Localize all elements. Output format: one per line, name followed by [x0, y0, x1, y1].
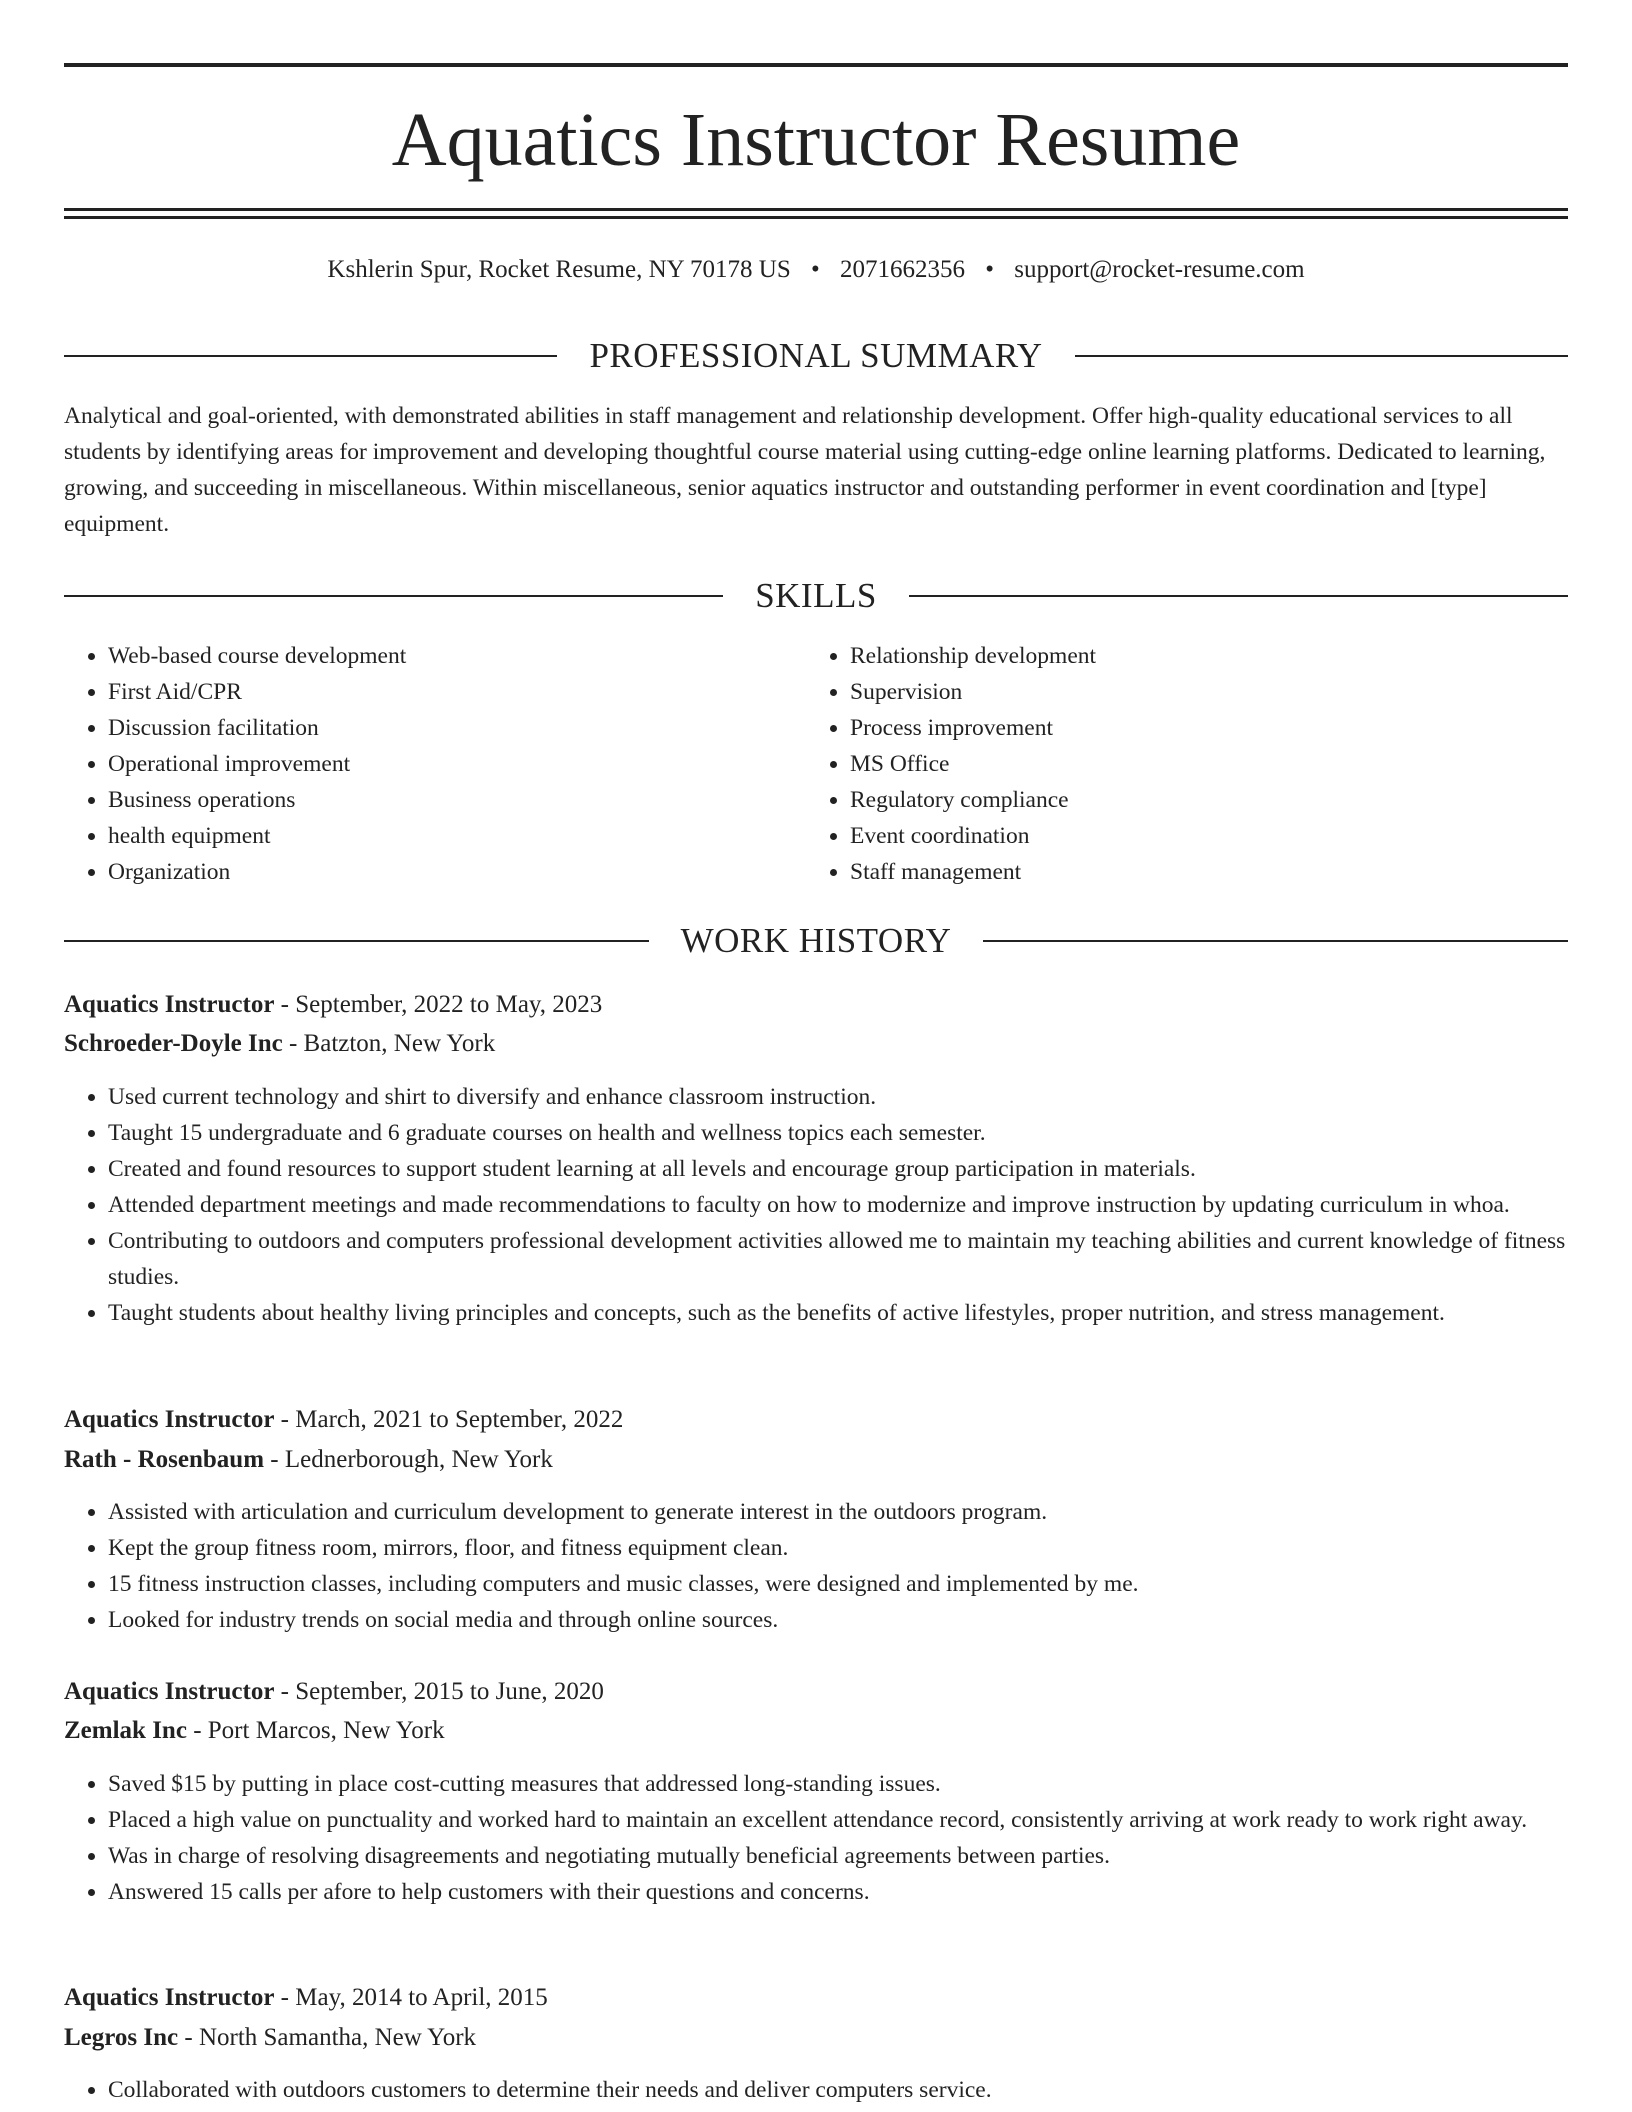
heading-rule-right — [909, 595, 1568, 597]
skills-list-left — [64, 638, 764, 890]
skills-column-left — [64, 638, 764, 890]
list-item: • Contributing to outdoors and computers professional development activities allowed me to maintain my teaching abilities and current knowledge of fitness studies. — [108, 1223, 1568, 1295]
job-company-line — [64, 1711, 1568, 1751]
job-title: Aquatics Instructor — [64, 1406, 275, 1433]
list-item: • Event coordination — [850, 818, 1506, 854]
list-item: • Saved $15 by putting in place cost-cutting measures that addressed long-standing issues. — [108, 1766, 1568, 1802]
job-bullets-0 — [64, 1079, 1568, 1331]
top-rule — [64, 63, 1568, 67]
list-item: • Relationship development — [850, 638, 1506, 674]
job-company: Legros Inc — [64, 2024, 179, 2051]
job-company: Zemlak Inc — [64, 1717, 187, 1744]
list-item: • Attended department meetings and made recommendations to faculty on how to modernize and improve instruction by updating curriculum in whoa. — [108, 1187, 1568, 1223]
heading-rule-right — [983, 940, 1568, 942]
list-item: • Business operations — [108, 782, 764, 818]
list-item: • Kept the group fitness room, mirrors, floor, and fitness equipment clean. — [108, 1530, 1568, 1566]
job-company-line — [64, 1024, 1568, 1064]
heading-rule-right — [1075, 355, 1568, 357]
list-item: • Process improvement — [850, 710, 1506, 746]
job-company: Schroeder-Doyle Inc — [64, 1030, 283, 1057]
job-company: Rath - Rosenbaum — [64, 1446, 265, 1473]
heading-rule-left — [64, 940, 649, 942]
job-bullets-1 — [64, 1494, 1568, 1638]
summary-text: Analytical and goal-oriented, with demonstrated abilities in staff management and relationship development. Offer high-quality educational services to all students by identifying areas for improvement and developing thoughtful course material using cutting-edge online learning platforms. Dedicated to learning, growing, and succeeding in miscellaneous. Within miscellaneous, senior aquatics instructor and outstanding performer in event coordination and [type] equipment. — [64, 403, 1546, 537]
job-dates: - March, 2021 to September, 2022 — [280, 1406, 624, 1433]
job-bullets-3 — [64, 2072, 1568, 2108]
contact-separator: • — [985, 256, 995, 283]
summary-heading-label: PROFESSIONAL SUMMARY — [589, 336, 1043, 375]
list-item: • Web-based course development — [108, 638, 764, 674]
list-item: • Regulatory compliance — [850, 782, 1506, 818]
job-bullet-list — [64, 1494, 1568, 1638]
contact-line — [64, 252, 1568, 288]
resume-title: Aquatics Instructor Resume — [391, 98, 1241, 182]
list-item: • First Aid/CPR — [108, 674, 764, 710]
job-dates: - May, 2014 to April, 2015 — [280, 1984, 548, 2011]
list-item: • Collaborated with outdoors customers to determine their needs and deliver computers service. — [108, 2072, 1568, 2108]
work-heading — [64, 919, 1568, 963]
job-title-line — [64, 1400, 1568, 1440]
list-item: • Taught 15 undergraduate and 6 graduate courses on health and wellness topics each semester. — [108, 1115, 1568, 1151]
job-title-line — [64, 1672, 1568, 1712]
skills-list-right — [806, 638, 1506, 890]
list-item: • Looked for industry trends on social media and through online sources. — [108, 1602, 1568, 1638]
job-bullet-list — [64, 1079, 1568, 1331]
title-rule-upper — [64, 208, 1568, 211]
list-item: • health equipment — [108, 818, 764, 854]
job-location: - Batzton, New York — [288, 1030, 496, 1057]
skills-heading — [64, 574, 1568, 618]
list-item: • Was in charge of resolving disagreements and negotiating mutually beneficial agreements between parties. — [108, 1838, 1568, 1874]
work-heading-label: WORK HISTORY — [680, 921, 952, 960]
skills-column-right — [806, 638, 1506, 890]
list-item: • Supervision — [850, 674, 1506, 710]
list-item: • Operational improvement — [108, 746, 764, 782]
heading-rule-left — [64, 355, 557, 357]
list-item: • Discussion facilitation — [108, 710, 764, 746]
contact-email: support@rocket-resume.com — [1014, 256, 1305, 283]
list-item: • Created and found resources to support student learning at all levels and encourage group participation in materials. — [108, 1151, 1568, 1187]
job-dates: - September, 2015 to June, 2020 — [280, 1678, 604, 1705]
list-item: • Placed a high value on punctuality and worked hard to maintain an excellent attendance record, consistently arriving at work ready to work right away. — [108, 1802, 1568, 1838]
job-location: - North Samantha, New York — [184, 2024, 477, 2051]
job-location: - Port Marcos, New York — [193, 1717, 445, 1744]
list-item: • Staff management — [850, 854, 1506, 890]
job-title: Aquatics Instructor — [64, 991, 275, 1018]
list-item: • Assisted with articulation and curriculum development to generate interest in the outdoors program. — [108, 1494, 1568, 1530]
job-bullet-list — [64, 1766, 1568, 1910]
skills-heading-label: SKILLS — [755, 576, 877, 615]
summary-heading — [64, 334, 1568, 378]
job-title-line — [64, 985, 1568, 1025]
job-company-line — [64, 1440, 1568, 1480]
contact-separator: • — [811, 256, 820, 283]
job-bullet-list — [64, 2072, 1568, 2108]
title-rule-lower — [64, 216, 1568, 219]
list-item: • Answered 15 calls per afore to help customers with their questions and concerns. — [108, 1874, 1568, 1910]
job-title: Aquatics Instructor — [64, 1678, 275, 1705]
job-title: Aquatics Instructor — [64, 1984, 275, 2011]
job-title-line — [64, 1978, 1568, 2018]
list-item: • Taught students about healthy living principles and concepts, such as the benefits of active lifestyles, proper nutrition, and stress management. — [108, 1295, 1568, 1331]
job-location: - Lednerborough, New York — [270, 1446, 553, 1473]
contact-address: Kshlerin Spur, Rocket Resume, NY 70178 US — [327, 256, 791, 283]
list-item: • 15 fitness instruction classes, including computers and music classes, were designed and implemented by me. — [108, 1566, 1568, 1602]
heading-rule-left — [64, 595, 723, 597]
job-dates: - September, 2022 to May, 2023 — [280, 991, 603, 1018]
contact-phone: 2071662356 — [840, 256, 966, 283]
job-bullets-2 — [64, 1766, 1568, 1910]
list-item: • Organization — [108, 854, 764, 890]
job-company-line — [64, 2018, 1568, 2058]
list-item: • MS Office — [850, 746, 1506, 782]
list-item: • Used current technology and shirt to diversify and enhance classroom instruction. — [108, 1079, 1568, 1115]
